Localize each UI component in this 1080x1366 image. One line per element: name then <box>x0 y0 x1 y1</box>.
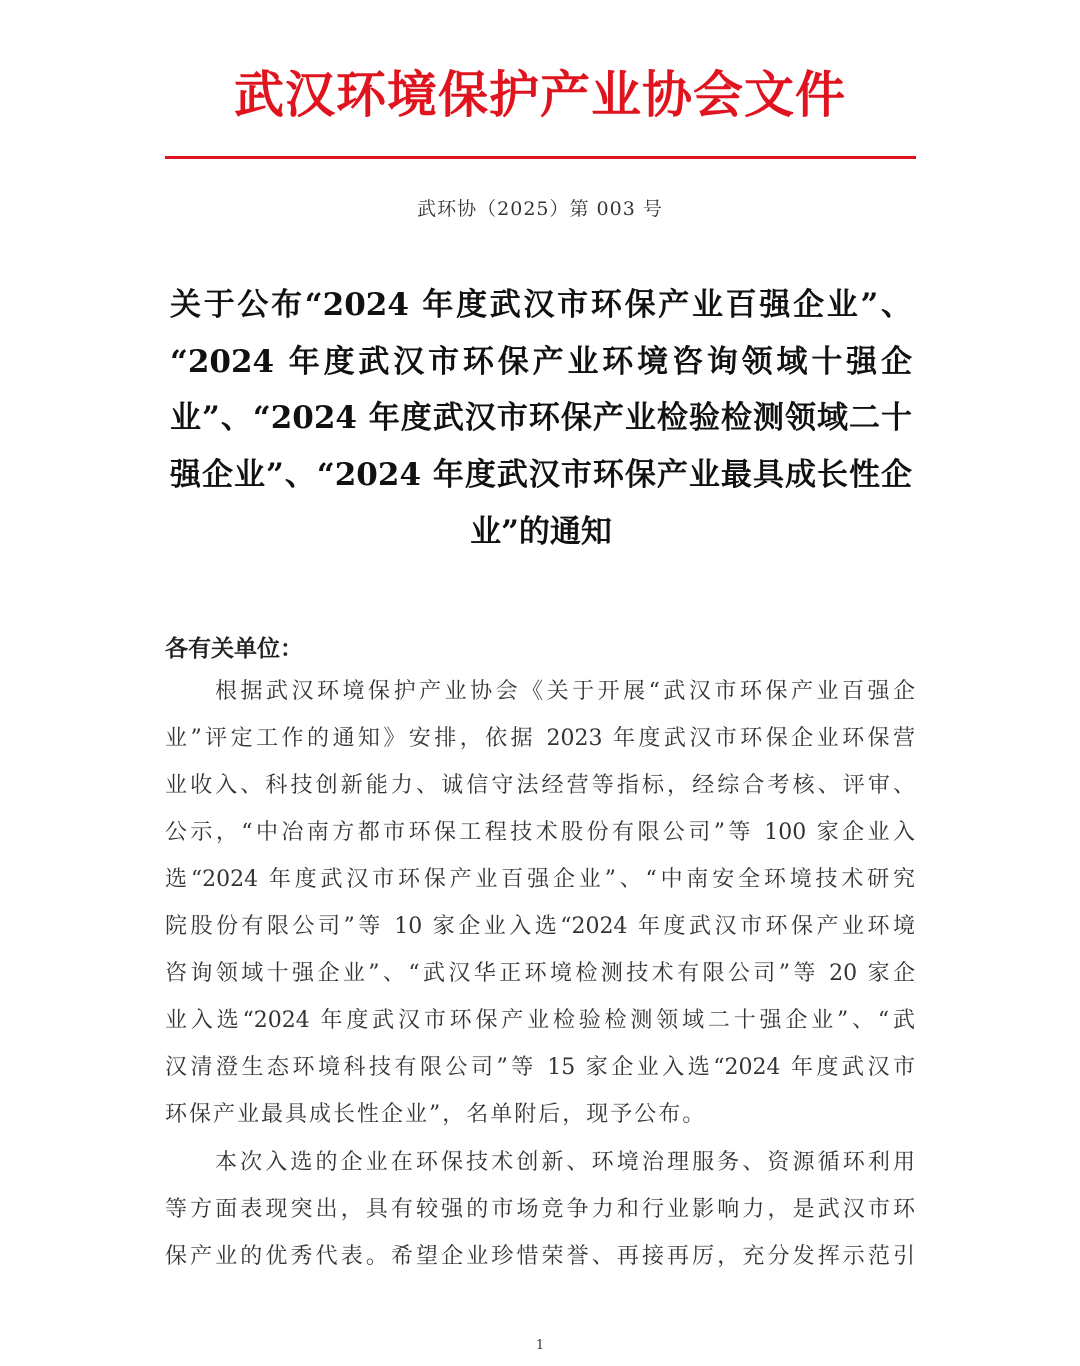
notice-title-line: “2024 年度武汉市环保产业环境咨询领域十强企 <box>170 344 912 380</box>
document-header-title: 武汉环境保护产业协会文件 <box>234 66 846 124</box>
body-line: 保产业的优秀代表。希望企业珍惜荣誉、再接再厉，充分发挥示范引 <box>165 1244 915 1269</box>
body-line: 选“2024 年度武汉市环保产业百强企业”、“中南安全环境技术研究 <box>165 867 915 892</box>
body-line: 公示，“中冶南方都市环保工程技术股份有限公司”等 100 家企业入 <box>165 820 915 845</box>
body-line: 本次入选的企业在环保技术创新、环境治理服务、资源循环利用 <box>215 1150 915 1175</box>
red-divider <box>165 156 916 159</box>
body-line: 汉清澄生态环境科技有限公司”等 15 家企业入选“2024 年度武汉市 <box>165 1055 915 1080</box>
body-line: 咨询领域十强企业”、“武汉华正环境检测技术有限公司”等 20 家企 <box>165 961 915 986</box>
body-line: 等方面表现突出，具有较强的市场竞争力和行业影响力，是武汉市环 <box>165 1197 915 1222</box>
notice-title-line: 业”、“2024 年度武汉市环保产业检验检测领域二十 <box>170 400 912 436</box>
body-line: 院股份有限公司”等 10 家企业入选“2024 年度武汉市环保产业环境 <box>165 914 915 939</box>
body-line: 环保产业最具成长性企业”，名单附后，现予公布。 <box>165 1102 707 1127</box>
notice-title-line: 强企业”、“2024 年度武汉市环保产业最具成长性企 <box>170 457 912 493</box>
body-line: 业收入、科技创新能力、诚信守法经营等指标，经综合考核、评审、 <box>165 773 915 798</box>
body-line: 根据武汉环境保护产业协会《关于开展“武汉市环保产业百强企 <box>215 679 915 704</box>
document-number: 武环协（2025）第 003 号 <box>417 198 663 220</box>
body-line: 业入选“2024 年度武汉市环保产业检验检测领域二十强企业”、“武 <box>165 1008 915 1033</box>
notice-title-line: 业”的通知 <box>470 514 612 550</box>
body-line: 业”评定工作的通知》安排，依据 2023 年度武汉市环保企业环保营 <box>165 726 915 751</box>
salutation: 各有关单位： <box>165 635 303 662</box>
notice-title-line: 关于公布“2024 年度武汉市环保产业百强企业”、 <box>170 287 912 323</box>
page-number: 1 <box>535 1338 545 1353</box>
